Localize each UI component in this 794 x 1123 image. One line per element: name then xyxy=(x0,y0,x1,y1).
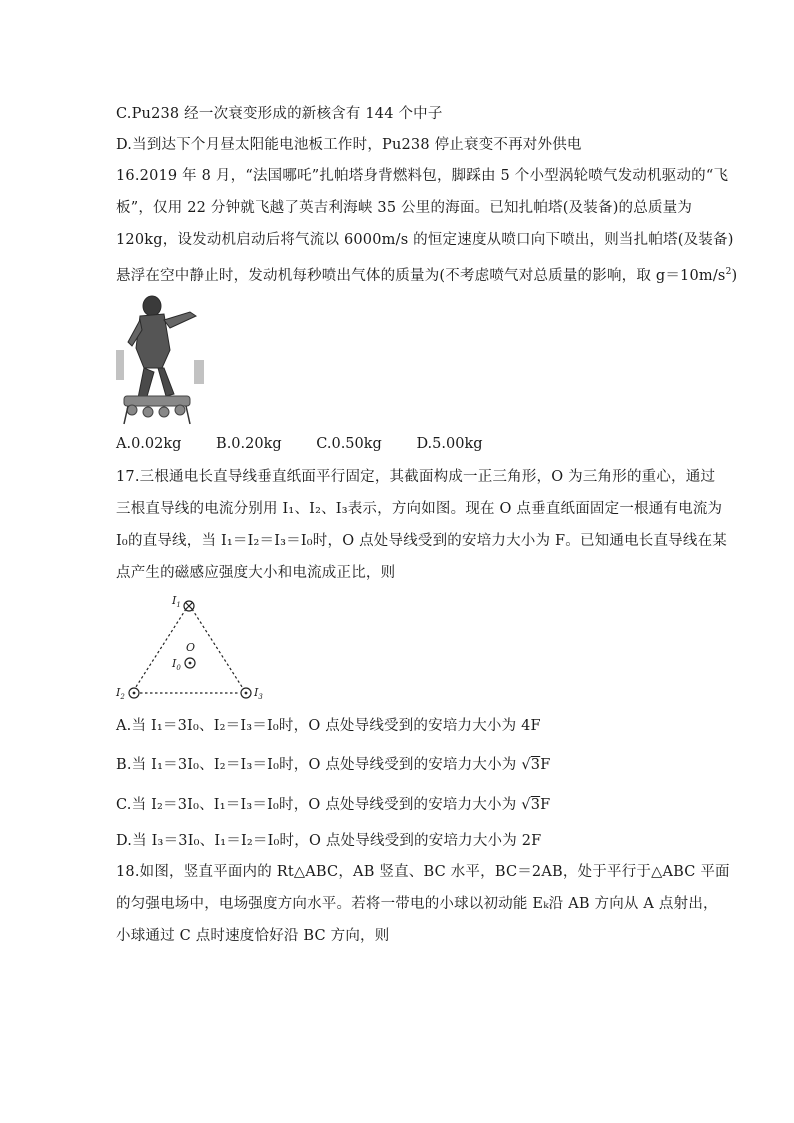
q17-line-2: 三根直导线的电流分别用 I₁、I₂、I₃表示，方向如图。现在 O 点垂直纸面固定一根通有电流为 xyxy=(116,501,723,517)
q17-option-b[interactable] xyxy=(116,755,550,775)
q16-options xyxy=(116,436,513,452)
svg-text:I2 xyxy=(115,686,125,701)
svg-text:I3 xyxy=(253,686,263,701)
label-i1-sub: 1 xyxy=(176,601,181,609)
wire-triangle-diagram xyxy=(112,590,282,708)
q16-option-b[interactable]: B.0.20kg xyxy=(216,436,282,452)
label-i0-sub: 0 xyxy=(176,664,181,672)
q16-line-1: 16.2019 年 8 月，“法国哪吒”扎帕塔身背燃料包，脚踩由 5 个小型涡轮喷气发动机驱动的“飞 xyxy=(116,168,729,184)
label-o: O xyxy=(186,641,196,654)
q17-option-c-text: C.当 I₂＝3I₀、I₁＝I₃＝I₀时，O 点处导线受到的安培力大小为 xyxy=(116,797,522,813)
svg-text:I1 xyxy=(171,594,181,609)
label-i3: I xyxy=(254,686,259,699)
wire-i1-into-page-icon xyxy=(184,601,194,611)
q17-option-a[interactable]: A.当 I₁＝3I₀、I₂＝I₃＝I₀时，O 点处导线受到的安培力大小为 4F xyxy=(116,718,541,734)
q16-line-4 xyxy=(116,262,737,286)
wire-i2-out-of-page-icon xyxy=(129,688,139,698)
label-i3-sub: 3 xyxy=(258,693,263,701)
q15-option-c: C.Pu238 经一次衰变形成的新核含有 144 个中子 xyxy=(116,106,443,122)
triangle-side-left xyxy=(134,609,186,690)
q18-line-3: 小球通过 C 点时速度恰好沿 BC 方向，则 xyxy=(116,928,390,944)
q18-line-2: 的匀强电场中，电场强度方向水平。若将一带电的小球以初动能 Eₖ沿 AB 方向从 A 点射出， xyxy=(116,896,718,912)
q17-option-c-unit: F xyxy=(540,797,551,813)
q16-line-4-close: ) xyxy=(731,268,738,284)
q16-option-d[interactable]: D.5.00kg xyxy=(416,436,483,452)
label-i0: I xyxy=(172,657,177,670)
q17-option-b-text: B.当 I₁＝3I₀、I₂＝I₃＝I₀时，O 点处导线受到的安培力大小为 xyxy=(116,757,522,773)
label-i2-sub: 2 xyxy=(120,693,125,701)
q16-line-4-text: 悬浮在空中静止时，发动机每秒喷出气体的质量为(不考虑喷气对总质量的影响，取 g＝10m/s xyxy=(116,268,726,284)
q17-option-d[interactable]: D.当 I₃＝3I₀、I₁＝I₂＝I₀时，O 点处导线受到的安培力大小为 2F xyxy=(116,833,542,849)
q17-option-b-radicand: 3 xyxy=(530,757,541,773)
q16-line-3: 120kg，设发动机启动后将气流以 6000m/s 的恒定速度从喷口向下喷出，则当扎帕塔(及装备) xyxy=(116,232,734,248)
sqrt-icon: √3 xyxy=(521,797,541,813)
triangle-side-right xyxy=(192,609,244,690)
q17-option-b-unit: F xyxy=(540,757,551,773)
q17-option-c[interactable] xyxy=(116,795,550,815)
wire-i0-out-of-page-icon xyxy=(185,658,195,668)
label-i1: I xyxy=(172,594,177,607)
svg-text:I0 xyxy=(171,657,181,672)
q18-line-1: 18.如图，竖直平面内的 Rt△ABC，AB 竖直、BC 水平，BC＝2AB，处于平行于△ABC 平面 xyxy=(116,864,730,880)
q17-option-c-radicand: 3 xyxy=(530,797,541,813)
q16-option-c[interactable]: C.0.50kg xyxy=(316,436,382,452)
jetpack-flyer-photo xyxy=(114,290,210,426)
q17-line-1: 17.三根通电长直导线垂直纸面平行固定，其截面构成一正三角形，O 为三角形的重心，通过 xyxy=(116,469,716,485)
q16-line-4-exponent: 2 xyxy=(725,267,732,277)
q16-option-a[interactable]: A.0.02kg xyxy=(116,436,182,452)
q16-line-2: 板”，仅用 22 分钟就飞越了英吉利海峡 35 公里的海面。已知扎帕塔(及装备)的总质量为 xyxy=(116,200,693,216)
q17-line-3: I₀的直导线，当 I₁＝I₂＝I₃＝I₀时，O 点处导线受到的安培力大小为 F。已知通电长直导线在某 xyxy=(116,533,727,549)
sqrt-icon: √3 xyxy=(521,757,541,773)
wire-i3-out-of-page-icon xyxy=(241,688,251,698)
q17-line-4: 点产生的磁感应强度大小和电流成正比，则 xyxy=(116,565,396,581)
label-i2: I xyxy=(116,686,121,699)
q15-option-d: D.当到达下个月昼太阳能电池板工作时，Pu238 停止衰变不再对外供电 xyxy=(116,137,582,153)
